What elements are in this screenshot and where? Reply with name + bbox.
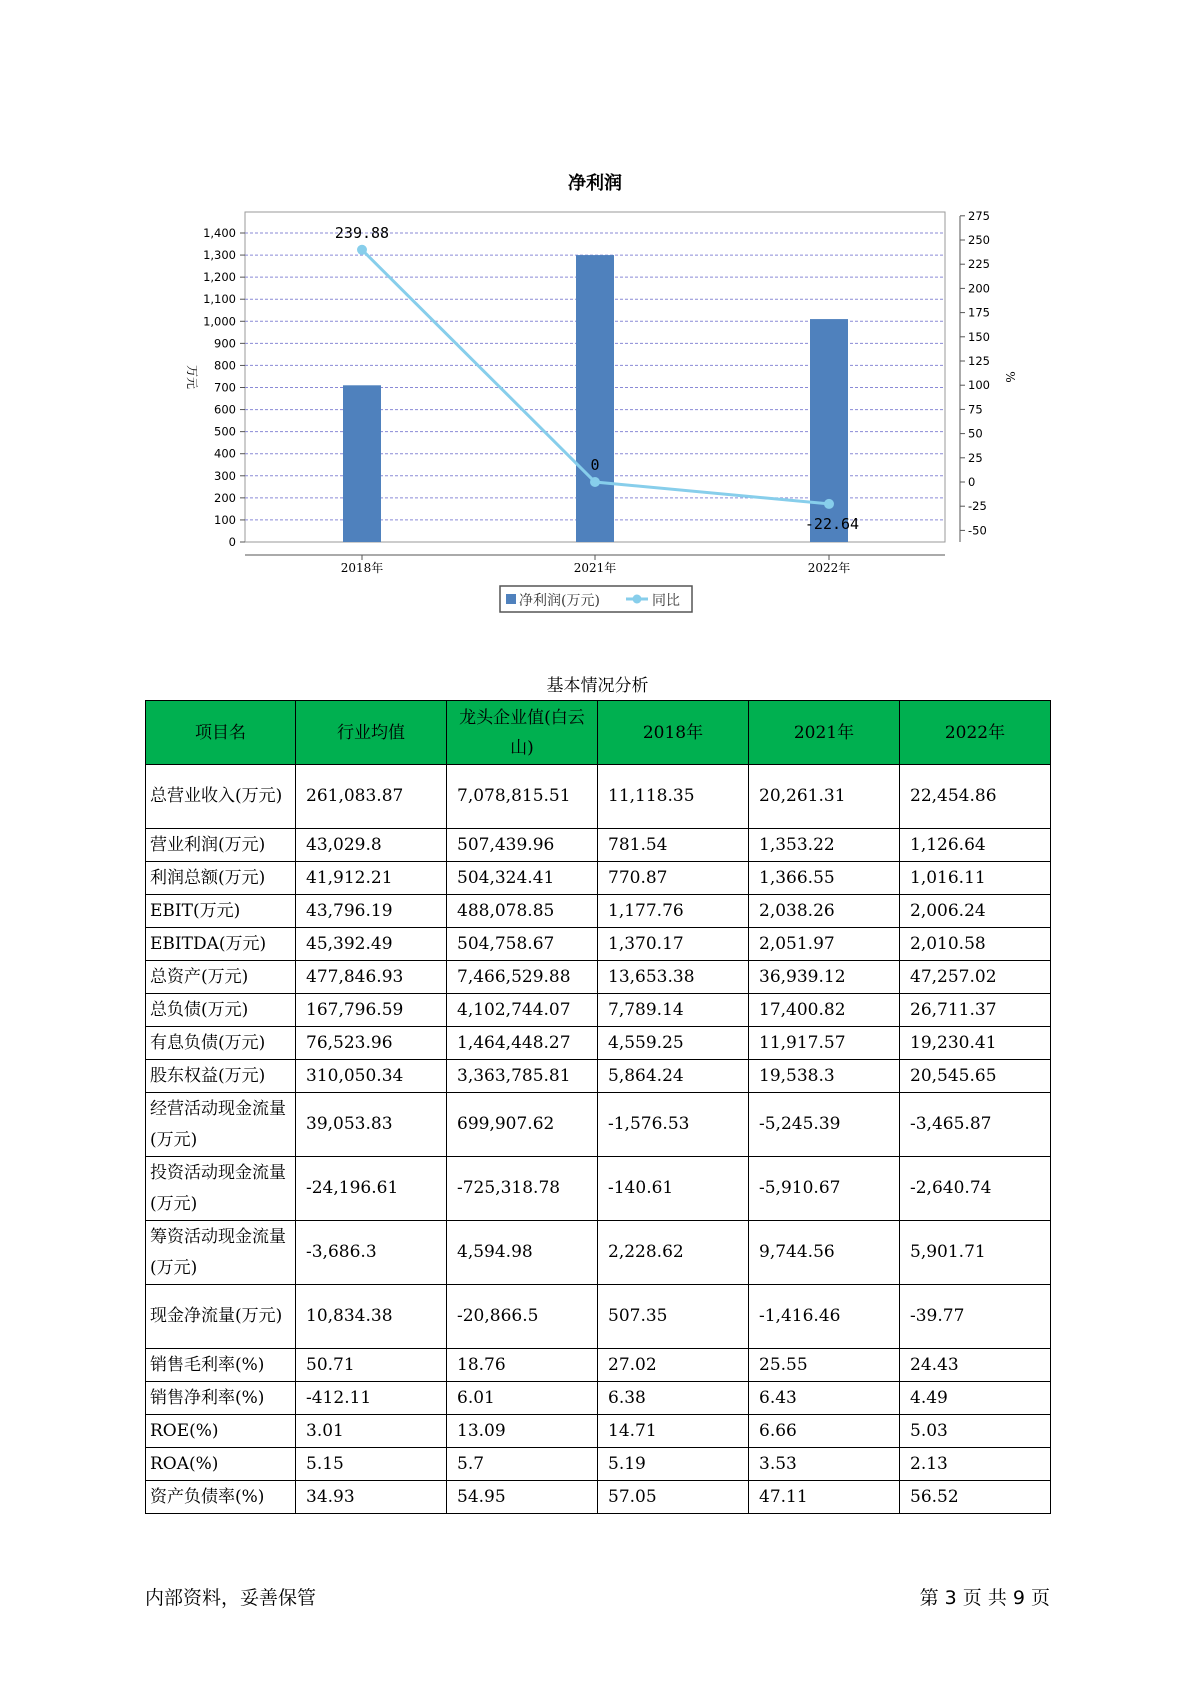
value-cell: 43,796.19 (296, 895, 447, 928)
legend-line-label: 同比 (652, 593, 680, 609)
legend-line-marker (633, 595, 642, 604)
table-row (146, 961, 1051, 994)
value-cell: 9,744.56 (749, 1221, 900, 1285)
value-cell: -140.61 (598, 1157, 749, 1221)
y-tick-label: 1,000 (203, 314, 236, 329)
value-cell: 13.09 (447, 1415, 598, 1448)
y2-tick-label: 0 (968, 475, 976, 489)
row-label-cell: 股东权益(万元) (146, 1060, 296, 1093)
value-cell: 2,228.62 (598, 1221, 749, 1285)
value-cell: 1,366.55 (749, 862, 900, 895)
table-row (146, 895, 1051, 928)
value-cell: 24.43 (900, 1349, 1051, 1382)
value-cell: 1,370.17 (598, 928, 749, 961)
table-row (146, 1481, 1051, 1514)
table-row (146, 928, 1051, 961)
value-cell: 1,126.64 (900, 829, 1051, 862)
table-row (146, 1027, 1051, 1060)
value-cell: -2,640.74 (900, 1157, 1051, 1221)
y2-tick-label: 150 (968, 329, 990, 344)
value-cell: 2,010.58 (900, 928, 1051, 961)
table-row (146, 862, 1051, 895)
value-cell: -39.77 (900, 1285, 1051, 1349)
value-cell: 3.53 (749, 1448, 900, 1481)
value-cell: -5,910.67 (749, 1157, 900, 1221)
table-row (146, 1157, 1051, 1221)
value-cell: -1,416.46 (749, 1285, 900, 1349)
value-cell: 10,834.38 (296, 1285, 447, 1349)
table-row (146, 1060, 1051, 1093)
value-cell: 19,230.41 (900, 1027, 1051, 1060)
y2-axis-label: % (1003, 371, 1017, 383)
analysis-table (145, 700, 1051, 1514)
legend-bar-label: 净利润(万元) (519, 593, 600, 609)
value-cell: -1,576.53 (598, 1093, 749, 1157)
value-cell: 5.7 (447, 1448, 598, 1481)
value-cell: 17,400.82 (749, 994, 900, 1027)
value-cell: 76,523.96 (296, 1027, 447, 1060)
y-tick-label: 200 (214, 490, 236, 505)
y-tick-label: 1,400 (203, 226, 236, 240)
table-row (146, 1221, 1051, 1285)
row-label-cell: 经营活动现金流量(万元) (146, 1093, 296, 1157)
y2-tick-label: 25 (968, 450, 983, 465)
y2-tick-label: 225 (968, 257, 990, 272)
legend-bar-swatch (506, 594, 516, 604)
row-label-cell: 有息负债(万元) (146, 1027, 296, 1060)
y2-tick-label: 50 (968, 426, 983, 441)
value-cell: -24,196.61 (296, 1157, 447, 1221)
table-row (146, 1382, 1051, 1415)
value-cell: 11,118.35 (598, 765, 749, 829)
value-cell: 3,363,785.81 (447, 1060, 598, 1093)
value-cell: 2,006.24 (900, 895, 1051, 928)
value-cell: 22,454.86 (900, 765, 1051, 829)
value-cell: 507,439.96 (447, 829, 598, 862)
value-cell: 54.95 (447, 1481, 598, 1514)
y2-tick-label: 75 (968, 402, 983, 417)
y-tick-label: 1,200 (203, 270, 236, 285)
yoy-data-label: 239.88 (334, 223, 390, 242)
value-cell: 20,545.65 (900, 1060, 1051, 1093)
y2-tick-label: 100 (968, 378, 990, 393)
y-tick-label: 100 (214, 512, 236, 527)
row-label-cell: 销售毛利率(%) (146, 1349, 296, 1382)
value-cell: 25.55 (749, 1349, 900, 1382)
value-cell: 6.01 (447, 1382, 598, 1415)
row-label-cell: 投资活动现金流量(万元) (146, 1157, 296, 1221)
table-row (146, 765, 1051, 829)
y2-tick-label: 275 (968, 208, 990, 223)
value-cell: 43,029.8 (296, 829, 447, 862)
table-row (146, 1285, 1051, 1349)
value-cell: 2.13 (900, 1448, 1051, 1481)
value-cell: 7,466,529.88 (447, 961, 598, 994)
value-cell: -3,686.3 (296, 1221, 447, 1285)
footer-page-number: 第 3 页 共 9 页 (919, 1587, 1050, 1609)
header-2021: 2021年 (749, 701, 900, 765)
table-row (146, 1093, 1051, 1157)
value-cell: -725,318.78 (447, 1157, 598, 1221)
row-label-cell: 营业利润(万元) (146, 829, 296, 862)
value-cell: 47,257.02 (900, 961, 1051, 994)
value-cell: 477,846.93 (296, 961, 447, 994)
value-cell: 310,050.34 (296, 1060, 447, 1093)
value-cell: -5,245.39 (749, 1093, 900, 1157)
value-cell: 4,102,744.07 (447, 994, 598, 1027)
bar (343, 385, 381, 542)
y-axis-label: 万元 (185, 364, 199, 390)
value-cell: 781.54 (598, 829, 749, 862)
value-cell: 1,464,448.27 (447, 1027, 598, 1060)
value-cell: 5,864.24 (598, 1060, 749, 1093)
header-item: 项目名 (146, 701, 296, 765)
row-label-cell: EBITDA(万元) (146, 928, 296, 961)
y2-tick-label: -25 (968, 499, 987, 514)
table-row (146, 1448, 1051, 1481)
row-label-cell: ROE(%) (146, 1415, 296, 1448)
value-cell: 27.02 (598, 1349, 749, 1382)
row-label-cell: 利润总额(万元) (146, 862, 296, 895)
value-cell: 1,177.76 (598, 895, 749, 928)
value-cell: 34.93 (296, 1481, 447, 1514)
yoy-point (824, 499, 834, 509)
value-cell: 20,261.31 (749, 765, 900, 829)
table-caption: 基本情况分析 (546, 676, 649, 696)
yoy-data-label: 0 (590, 456, 600, 474)
value-cell: 7,078,815.51 (447, 765, 598, 829)
header-leader: 龙头企业值(白云山) (447, 701, 598, 765)
table-row (146, 994, 1051, 1027)
yoy-point (357, 245, 367, 255)
value-cell: 56.52 (900, 1481, 1051, 1514)
x-tick-label: 2022年 (807, 561, 851, 575)
yoy-point (590, 477, 600, 487)
value-cell: 13,653.38 (598, 961, 749, 994)
value-cell: 4,559.25 (598, 1027, 749, 1060)
row-label-cell: 总负债(万元) (146, 994, 296, 1027)
footer-confidential-note: 内部资料，妥善保管 (145, 1587, 317, 1609)
row-label-cell: EBIT(万元) (146, 895, 296, 928)
bar (576, 255, 614, 542)
table-body (146, 765, 1051, 1514)
value-cell: 507.35 (598, 1285, 749, 1349)
value-cell: 2,038.26 (749, 895, 900, 928)
value-cell: 3.01 (296, 1415, 447, 1448)
value-cell: 7,789.14 (598, 994, 749, 1027)
header-2018: 2018年 (598, 701, 749, 765)
chart-title: 净利润 (568, 173, 622, 194)
right-y-axis (960, 209, 990, 542)
x-tick-label: 2018年 (340, 561, 384, 575)
analysis-table-wrapper (145, 700, 1050, 1514)
header-industry-avg: 行业均值 (296, 701, 447, 765)
value-cell: -20,866.5 (447, 1285, 598, 1349)
y2-tick-label: 200 (968, 281, 990, 296)
y-tick-label: 0 (228, 535, 236, 549)
legend (500, 586, 692, 612)
value-cell: 47.11 (749, 1481, 900, 1514)
y-tick-label: 700 (214, 380, 236, 395)
value-cell: 5,901.71 (900, 1221, 1051, 1285)
x-tick-label: 2021年 (573, 561, 617, 575)
y-tick-label: 800 (214, 358, 236, 373)
left-y-axis (203, 226, 245, 549)
value-cell: 5.03 (900, 1415, 1051, 1448)
value-cell: 6.66 (749, 1415, 900, 1448)
value-cell: 167,796.59 (296, 994, 447, 1027)
table-row (146, 1349, 1051, 1382)
value-cell: 6.38 (598, 1382, 749, 1415)
value-cell: 26,711.37 (900, 994, 1051, 1027)
value-cell: 1,016.11 (900, 862, 1051, 895)
y2-tick-label: 175 (968, 305, 990, 320)
yoy-data-label: -22.64 (804, 514, 860, 533)
value-cell: 6.43 (749, 1382, 900, 1415)
value-cell: 5.19 (598, 1448, 749, 1481)
value-cell: 504,758.67 (447, 928, 598, 961)
value-cell: 50.71 (296, 1349, 447, 1382)
value-cell: -3,465.87 (900, 1093, 1051, 1157)
value-cell: 19,538.3 (749, 1060, 900, 1093)
y2-tick-label: 250 (968, 233, 990, 247)
value-cell: 5.15 (296, 1448, 447, 1481)
row-label-cell: 销售净利率(%) (146, 1382, 296, 1415)
table-row (146, 1415, 1051, 1448)
value-cell: 41,912.21 (296, 862, 447, 895)
value-cell: 14.71 (598, 1415, 749, 1448)
net-profit-chart (0, 0, 1191, 640)
y-tick-label: 1,100 (203, 292, 236, 307)
header-2022: 2022年 (900, 701, 1051, 765)
row-label-cell: 筹资活动现金流量(万元) (146, 1221, 296, 1285)
value-cell: 57.05 (598, 1481, 749, 1514)
value-cell: 18.76 (447, 1349, 598, 1382)
value-cell: 36,939.12 (749, 961, 900, 994)
row-label-cell: 现金净流量(万元) (146, 1285, 296, 1349)
row-label-cell: 资产负债率(%) (146, 1481, 296, 1514)
value-cell: -412.11 (296, 1382, 447, 1415)
value-cell: 45,392.49 (296, 928, 447, 961)
row-label-cell: 总营业收入(万元) (146, 765, 296, 829)
value-cell: 504,324.41 (447, 862, 598, 895)
value-cell: 699,907.62 (447, 1093, 598, 1157)
value-cell: 1,353.22 (749, 829, 900, 862)
y2-tick-label: -50 (968, 523, 987, 538)
value-cell: 261,083.87 (296, 765, 447, 829)
value-cell: 2,051.97 (749, 928, 900, 961)
y2-tick-label: 125 (968, 354, 990, 368)
table-row (146, 829, 1051, 862)
y-tick-label: 500 (214, 424, 236, 439)
y-tick-label: 1,300 (203, 248, 236, 263)
value-cell: 4.49 (900, 1382, 1051, 1415)
table-header-row (146, 701, 1051, 765)
y-tick-label: 900 (214, 336, 236, 351)
value-cell: 11,917.57 (749, 1027, 900, 1060)
x-axis (245, 555, 945, 575)
value-cell: 4,594.98 (447, 1221, 598, 1285)
value-cell: 39,053.83 (296, 1093, 447, 1157)
y-tick-label: 600 (214, 402, 236, 417)
value-cell: 770.87 (598, 862, 749, 895)
y-tick-label: 300 (214, 468, 236, 483)
value-cell: 488,078.85 (447, 895, 598, 928)
y-tick-label: 400 (214, 446, 236, 461)
row-label-cell: ROA(%) (146, 1448, 296, 1481)
row-label-cell: 总资产(万元) (146, 961, 296, 994)
